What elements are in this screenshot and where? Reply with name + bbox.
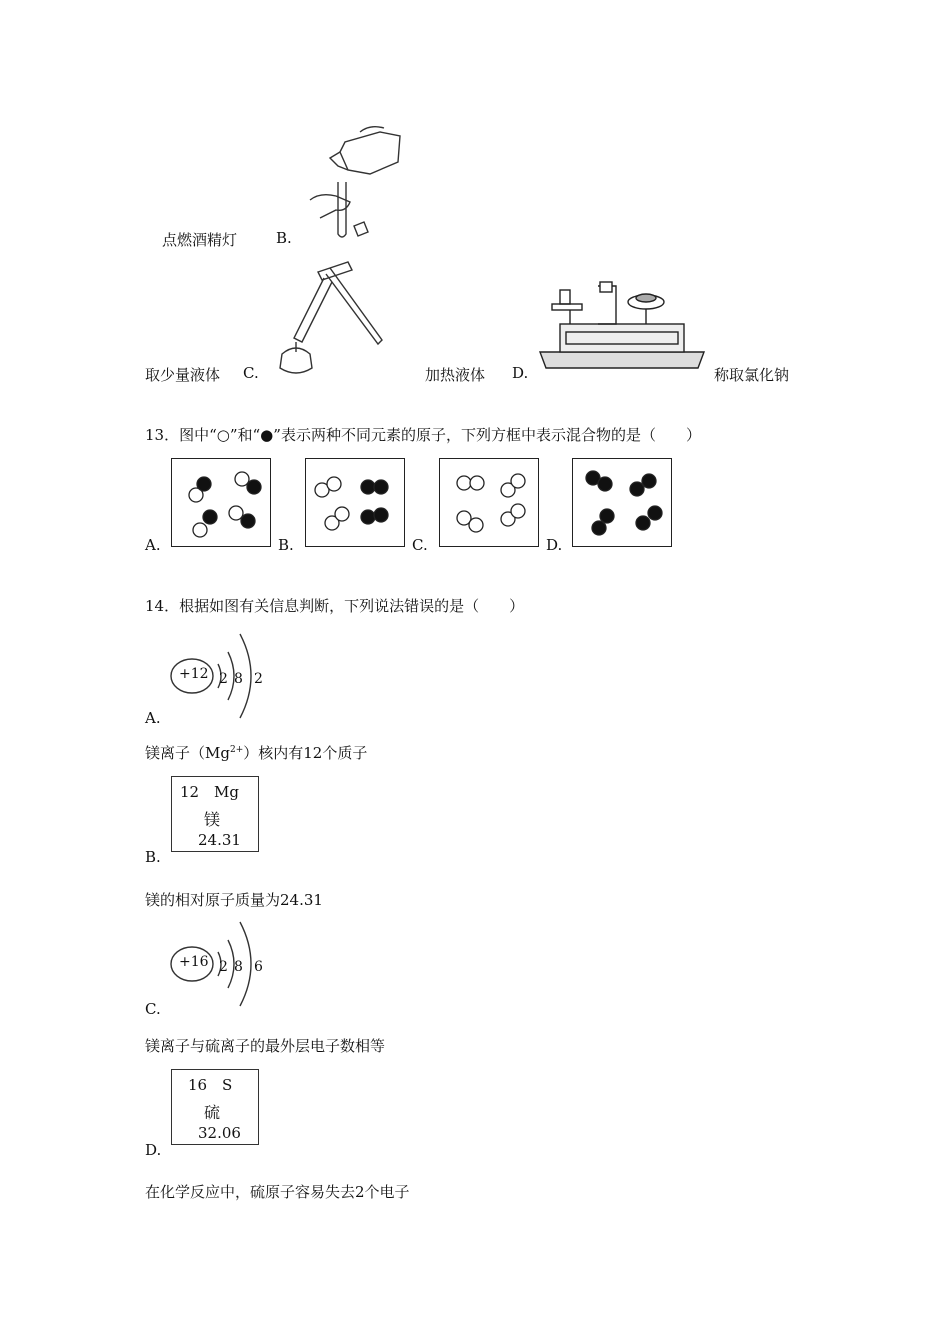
q14-b-element-card xyxy=(171,776,259,852)
pour-liquid-image xyxy=(300,122,410,244)
q14-b-text: 镁的相对原子质量为24.31 xyxy=(145,891,323,909)
q14-c-nucleus: +16 xyxy=(179,954,209,970)
q14-d-element-card xyxy=(171,1069,259,1145)
q12-option-c-label: C. xyxy=(243,364,259,382)
balance-scale-image xyxy=(536,276,708,376)
q14-a-shell-1: 2 xyxy=(219,671,228,687)
q14-a-atom-diagram xyxy=(168,628,278,724)
q14-c-shell-2: 8 xyxy=(234,959,243,975)
q13-question: 13．图中“○”和“●”表示两种不同元素的原子，下列方框中表示混合物的是（ ） xyxy=(145,426,701,444)
q14-a-nucleus: +12 xyxy=(179,666,209,682)
q14-d-atomic-number: 16 xyxy=(188,1076,208,1094)
q12-option-b-text: 取少量液体 xyxy=(145,366,221,384)
q14-d-mass: 32.06 xyxy=(198,1124,241,1142)
q14-d-label: D. xyxy=(145,1141,162,1159)
q13-label-b: B. xyxy=(278,536,294,554)
q14-a-label: A. xyxy=(145,709,161,727)
q14-b-symbol: Mg xyxy=(214,783,239,801)
q14-d-text: 在化学反应中，硫原子容易失去2个电子 xyxy=(145,1183,410,1201)
q14-b-name: 镁 xyxy=(204,810,221,829)
q12-option-b-label: B. xyxy=(276,229,292,247)
q14-a-shell-2: 8 xyxy=(234,671,243,687)
q14-b-label: B. xyxy=(145,848,161,866)
q14-c-atom-diagram xyxy=(168,916,278,1012)
q14-d-name: 硫 xyxy=(204,1103,221,1122)
q12-option-c-text: 加热液体 xyxy=(425,366,486,384)
q13-label-d: D. xyxy=(546,536,563,554)
heat-tube-image xyxy=(268,258,390,380)
q14-a-shell-3: 2 xyxy=(254,671,263,687)
q13-label-c: C. xyxy=(412,536,428,554)
q12-option-d-text: 称取氯化钠 xyxy=(714,366,790,384)
q14-a-text: 镁离子$(Mg^{2+})$核内有12个质子 xyxy=(145,744,368,762)
q14-c-label: C. xyxy=(145,1000,161,1018)
q14-question: 14．根据如图有关信息判断，下列说法错误的是（ ） xyxy=(145,597,525,615)
q14-b-atomic-number: 12 xyxy=(180,783,200,801)
q13-box-b xyxy=(305,458,405,547)
q14-d-symbol: S xyxy=(222,1076,233,1094)
q14-c-shell-3: 6 xyxy=(254,959,263,975)
q12-option-d-label: D. xyxy=(512,364,529,382)
q13-box-d xyxy=(572,458,672,547)
q13-label-a: A. xyxy=(145,536,161,554)
q14-b-mass: 24.31 xyxy=(198,831,241,849)
q12-option-a-text: 点燃酒精灯 xyxy=(162,231,238,249)
q14-c-shell-1: 2 xyxy=(219,959,228,975)
q14-c-text: 镁离子与硫离子的最外层电子数相等 xyxy=(145,1037,386,1055)
q13-box-c xyxy=(439,458,539,547)
q13-box-a xyxy=(171,458,271,547)
